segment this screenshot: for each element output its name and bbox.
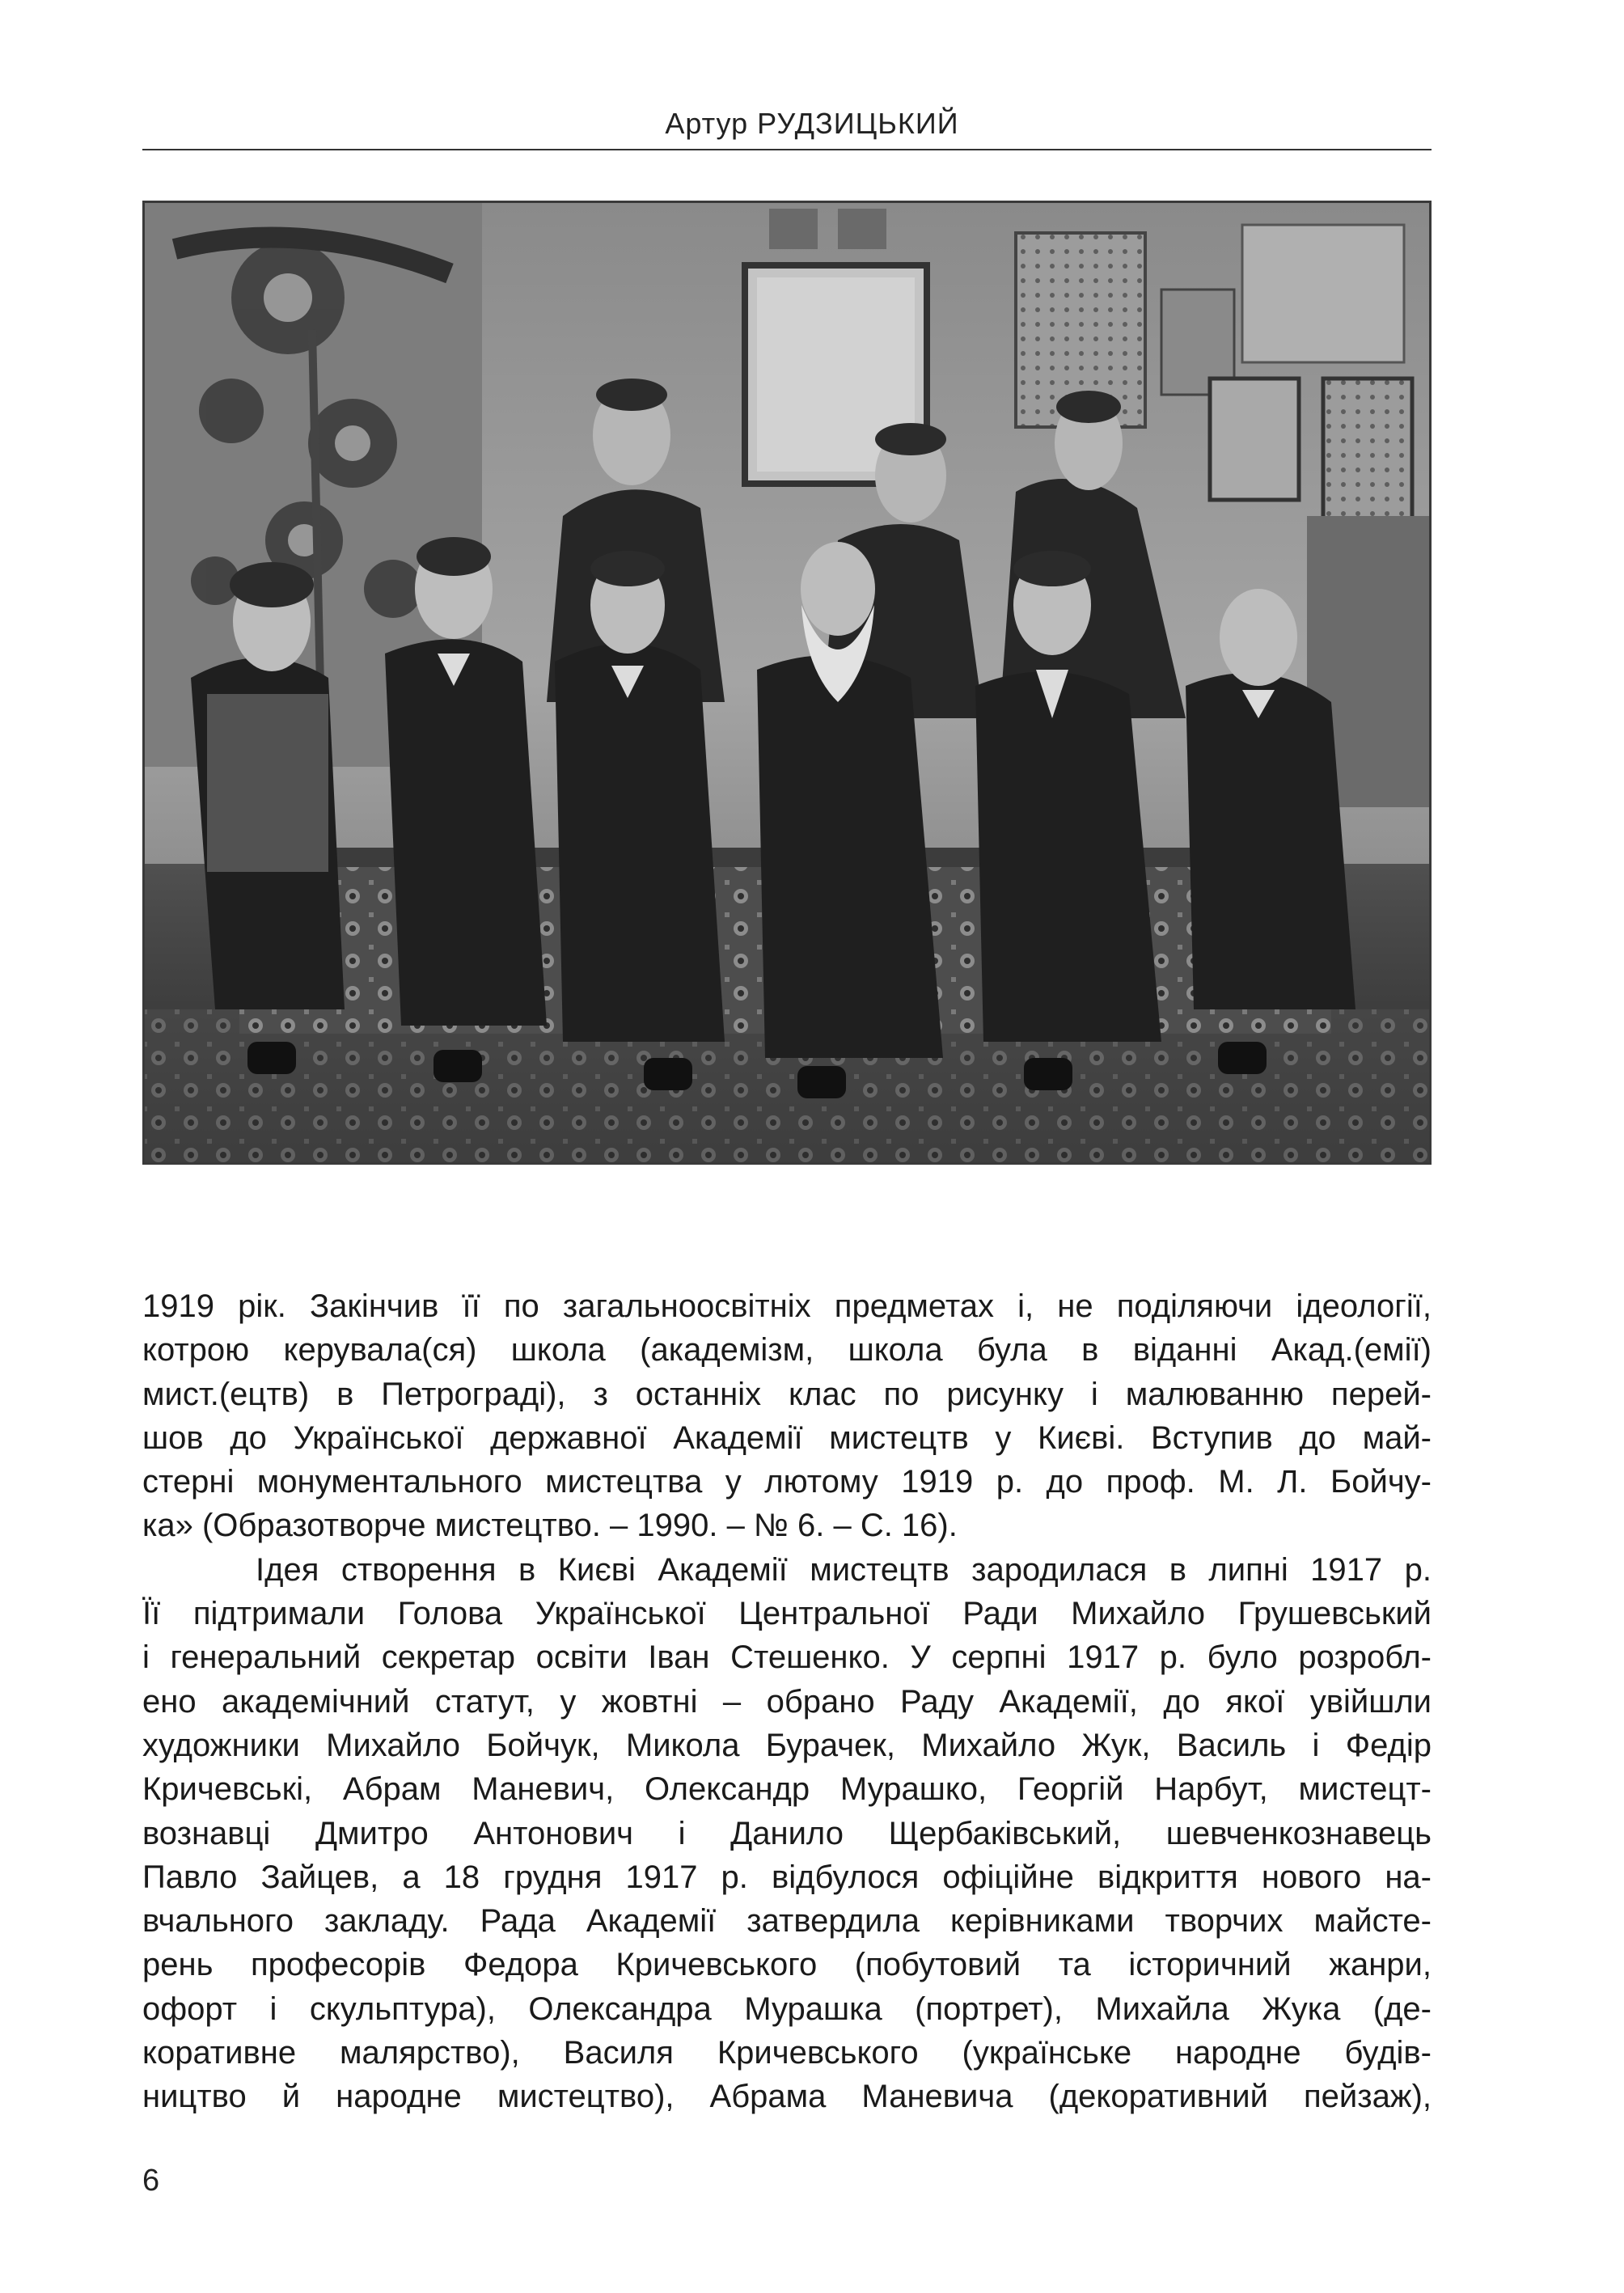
text-line: Кричевські, Абрам Маневич, Олександр Мурашко, Георгій Нарбут, мистецт- xyxy=(142,1771,1432,1808)
photo-illustration xyxy=(142,201,1432,1165)
text-line: вознавці Дмитро Антонович і Данило Щербаківський, шевченкознавець xyxy=(142,1815,1432,1851)
text-line: коративне малярство), Василя Кричевського (українське народне будів- xyxy=(142,2035,1432,2071)
text-line: котрою керувала(ся) школа (академізм, школа була в віданні Акад.(емії) xyxy=(142,1332,1432,1369)
header-rule xyxy=(142,149,1432,150)
text-line: Її підтримали Голова Української Центральної Ради Михайло Грушевський xyxy=(142,1596,1432,1632)
text-line: офорт і скульптура), Олександра Мурашка (портрет), Михайла Жука (де- xyxy=(142,1991,1432,2027)
group-photograph xyxy=(142,201,1432,1165)
text-line: Ідея створення в Києві Академії мистецтв зародилася в липні 1917 р. xyxy=(256,1551,1432,1588)
body-text xyxy=(142,1284,1432,2119)
text-line: мист.(ецтв) в Петрограді), з останніх клас по рисунку і малюванню перей- xyxy=(142,1376,1432,1412)
running-head: Артур РУДЗИЦЬКИЙ xyxy=(665,107,959,140)
text-line: вчального закладу. Рада Академії затвердила керівниками творчих майсте- xyxy=(142,1903,1432,1940)
text-line: 1919 рік. Закінчив її по загальноосвітніх предметах і, не поділяючи ідеології, xyxy=(142,1288,1432,1324)
text-line: Павло Зайцев, а 18 грудня 1917 р. відбулося офіційне відкриття нового на- xyxy=(142,1859,1432,1895)
text-line: ено академічний статут, у жовтні – обрано Раду Академії, до якої увійшли xyxy=(142,1683,1432,1720)
text-line: рень професорів Федора Кричевського (побутовий та історичний жанри, xyxy=(142,1947,1432,1983)
text-line: шов до Української державної Академії мистецтв у Києві. Вступив до май- xyxy=(142,1419,1432,1456)
text-line: ка» (Образотворче мистецтво. – 1990. – № 6. – С. 16). xyxy=(142,1508,958,1544)
text-line: художники Михайло Бойчук, Микола Бурачек, Михайло Жук, Василь і Федір xyxy=(142,1727,1432,1763)
text-line: і генеральний секретар освіти Іван Стешенко. У серпні 1917 р. було розробл- xyxy=(142,1639,1432,1676)
text-line: ництво й народне мистецтво), Абрама Маневича (декоративний пейзаж), xyxy=(142,2079,1432,2115)
page-number: 6 xyxy=(142,2164,160,2198)
text-line: стерні монументального мистецтва у лютому 1919 р. до проф. М. Л. Бойчу- xyxy=(142,1464,1432,1500)
